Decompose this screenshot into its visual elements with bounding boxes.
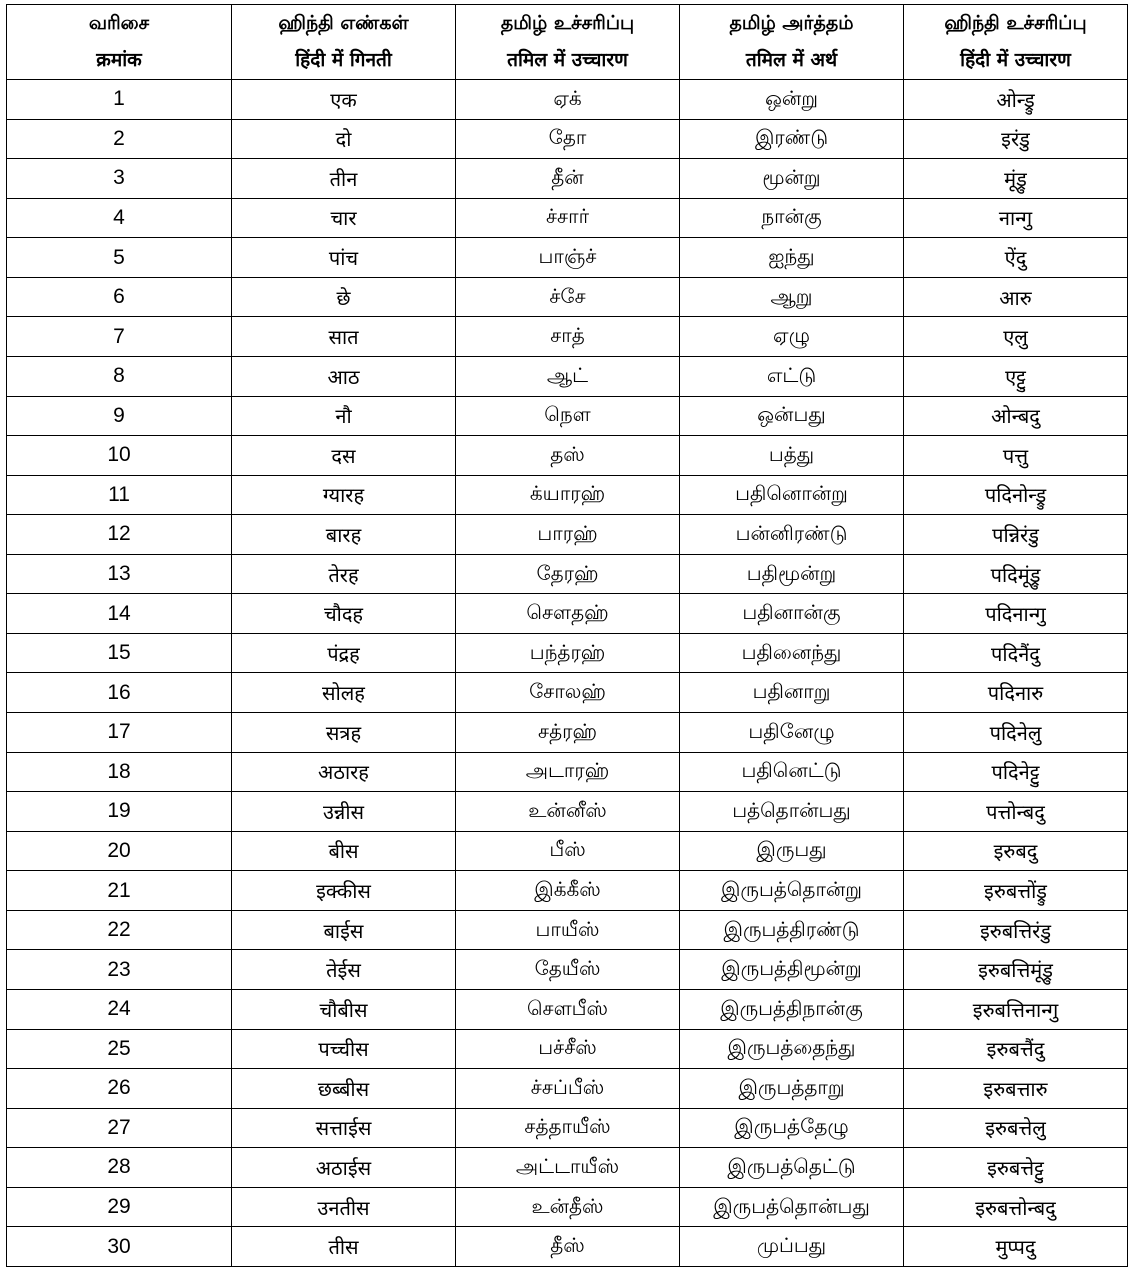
table-row: [7, 950, 1128, 990]
hindi-pronunciation-cell: पत्तोन्बदु: [904, 792, 1128, 832]
hindi-pronunciation-cell: पदिनोन्ड्रु: [904, 475, 1128, 515]
tamil-meaning-cell: பதினேழு: [680, 713, 904, 753]
hindi-pronunciation-cell: मूंड्रु: [904, 159, 1128, 199]
hindi-number-cell: तीन: [232, 159, 456, 199]
tamil-pronunciation-cell: தேரஹ்: [456, 554, 680, 594]
hindi-number-cell: अठारह: [232, 752, 456, 792]
serial-cell: 21: [7, 871, 232, 911]
serial-cell: 2: [7, 119, 232, 159]
tamil-pronunciation-cell: பந்த்ரஹ்: [456, 633, 680, 673]
hindi-pronunciation-cell: ऐंदु: [904, 238, 1128, 278]
serial-cell: 19: [7, 792, 232, 832]
tamil-pronunciation-cell: பீஸ்: [456, 831, 680, 871]
hindi-pronunciation-cell: ओन्बदु: [904, 396, 1128, 436]
hindi-number-cell: बाईस: [232, 910, 456, 950]
table-row: [7, 238, 1128, 278]
header-serial: வரிசை क्रमांक: [7, 5, 232, 80]
tamil-meaning-cell: இருபத்திமூன்று: [680, 950, 904, 990]
table-row: [7, 396, 1128, 436]
hindi-number-cell: चार: [232, 198, 456, 238]
tamil-pronunciation-cell: தேயீஸ்: [456, 950, 680, 990]
serial-cell: 30: [7, 1227, 232, 1267]
tamil-meaning-cell: இருபத்தெட்டு: [680, 1148, 904, 1188]
serial-cell: 17: [7, 713, 232, 753]
serial-cell: 10: [7, 436, 232, 476]
serial-cell: 24: [7, 989, 232, 1029]
hindi-pronunciation-cell: इरुबत्तिरंडु: [904, 910, 1128, 950]
hindi-number-cell: छब्बीस: [232, 1069, 456, 1109]
tamil-pronunciation-cell: ச்சார்: [456, 198, 680, 238]
serial-cell: 6: [7, 277, 232, 317]
tamil-meaning-cell: ஆறு: [680, 277, 904, 317]
serial-cell: 5: [7, 238, 232, 278]
serial-cell: 20: [7, 831, 232, 871]
serial-cell: 23: [7, 950, 232, 990]
table-row: [7, 80, 1128, 120]
serial-cell: 28: [7, 1148, 232, 1188]
tamil-meaning-cell: பதினான்கு: [680, 594, 904, 634]
table-header: [7, 5, 1128, 80]
hindi-number-cell: तेईस: [232, 950, 456, 990]
table-row: [7, 910, 1128, 950]
hindi-number-cell: एक: [232, 80, 456, 120]
hindi-number-cell: सत्ताईस: [232, 1108, 456, 1148]
table-row: [7, 594, 1128, 634]
hindi-pronunciation-cell: ओन्ड्रु: [904, 80, 1128, 120]
hindi-pronunciation-cell: नान्गु: [904, 198, 1128, 238]
tamil-pronunciation-cell: க்யாரஹ்: [456, 475, 680, 515]
hindi-pronunciation-cell: एट्टु: [904, 356, 1128, 396]
hindi-number-cell: सत्रह: [232, 713, 456, 753]
hindi-pronunciation-cell: पदिनेट्टु: [904, 752, 1128, 792]
header-tamil-pronunciation: தமிழ் உச்சரிப்பு तमिल में उच्चारण: [456, 5, 680, 80]
tamil-pronunciation-cell: பாயீஸ்: [456, 910, 680, 950]
tamil-meaning-cell: பதினைந்து: [680, 633, 904, 673]
serial-cell: 27: [7, 1108, 232, 1148]
hindi-number-cell: बारह: [232, 515, 456, 555]
hindi-number-cell: उन्नीस: [232, 792, 456, 832]
tamil-pronunciation-cell: தோ: [456, 119, 680, 159]
tamil-pronunciation-cell: சாத்: [456, 317, 680, 357]
table-row: [7, 1187, 1128, 1227]
tamil-meaning-cell: பதிமூன்று: [680, 554, 904, 594]
tamil-pronunciation-cell: தீஸ்: [456, 1227, 680, 1267]
hindi-pronunciation-cell: पदिनान्गु: [904, 594, 1128, 634]
hindi-number-cell: दो: [232, 119, 456, 159]
table-body: [7, 80, 1128, 1267]
table-row: [7, 1069, 1128, 1109]
table-row: [7, 515, 1128, 555]
hindi-number-cell: इक्कीस: [232, 871, 456, 911]
hindi-number-cell: बीस: [232, 831, 456, 871]
serial-cell: 15: [7, 633, 232, 673]
tamil-meaning-cell: ஒன்பது: [680, 396, 904, 436]
tamil-meaning-cell: இருபத்தைந்து: [680, 1029, 904, 1069]
hindi-number-cell: दस: [232, 436, 456, 476]
tamil-meaning-cell: பதினொன்று: [680, 475, 904, 515]
tamil-pronunciation-cell: சௌதஹ்: [456, 594, 680, 634]
hindi-number-cell: चौदह: [232, 594, 456, 634]
serial-cell: 4: [7, 198, 232, 238]
hindi-pronunciation-cell: एलु: [904, 317, 1128, 357]
hindi-number-cell: सोलह: [232, 673, 456, 713]
tamil-meaning-cell: இருபத்திரண்டு: [680, 910, 904, 950]
serial-cell: 22: [7, 910, 232, 950]
number-translation-table: [6, 4, 1128, 1267]
hindi-pronunciation-cell: पदिनैंदु: [904, 633, 1128, 673]
serial-cell: 25: [7, 1029, 232, 1069]
hindi-pronunciation-cell: मुप्पदु: [904, 1227, 1128, 1267]
table-row: [7, 277, 1128, 317]
hindi-pronunciation-cell: पत्तु: [904, 436, 1128, 476]
table-row: [7, 752, 1128, 792]
tamil-pronunciation-cell: சோலஹ்: [456, 673, 680, 713]
tamil-pronunciation-cell: ஆட்: [456, 356, 680, 396]
serial-cell: 14: [7, 594, 232, 634]
tamil-meaning-cell: பதினாறு: [680, 673, 904, 713]
hindi-pronunciation-cell: पन्निरंडु: [904, 515, 1128, 555]
hindi-pronunciation-cell: पदिनेलु: [904, 713, 1128, 753]
tamil-pronunciation-cell: சத்ரஹ்: [456, 713, 680, 753]
tamil-meaning-cell: பதினெட்டு: [680, 752, 904, 792]
table-row: [7, 1108, 1128, 1148]
tamil-pronunciation-cell: தீன்: [456, 159, 680, 199]
tamil-meaning-cell: மூன்று: [680, 159, 904, 199]
tamil-pronunciation-cell: உன்னீஸ்: [456, 792, 680, 832]
hindi-pronunciation-cell: आरु: [904, 277, 1128, 317]
tamil-pronunciation-cell: அட்டாயீஸ்: [456, 1148, 680, 1188]
tamil-meaning-cell: பத்தொன்பது: [680, 792, 904, 832]
hindi-pronunciation-cell: इरुबत्तारु: [904, 1069, 1128, 1109]
hindi-number-cell: छे: [232, 277, 456, 317]
serial-cell: 12: [7, 515, 232, 555]
hindi-pronunciation-cell: इरुबत्तिनान्गु: [904, 989, 1128, 1029]
hindi-pronunciation-cell: इरुबत्तोंड्रु: [904, 871, 1128, 911]
hindi-number-cell: पांच: [232, 238, 456, 278]
header-hindi-numbers: ஹிந்தி எண்கள் हिंदी में गिनती: [232, 5, 456, 80]
tamil-meaning-cell: இருபத்தேழு: [680, 1108, 904, 1148]
tamil-pronunciation-cell: ஏக்: [456, 80, 680, 120]
table-row: [7, 436, 1128, 476]
table-row: [7, 713, 1128, 753]
hindi-pronunciation-cell: इरुबदु: [904, 831, 1128, 871]
serial-cell: 18: [7, 752, 232, 792]
hindi-pronunciation-cell: इरुबत्तोन्बदु: [904, 1187, 1128, 1227]
table-row: [7, 831, 1128, 871]
tamil-pronunciation-cell: சௌபீஸ்: [456, 989, 680, 1029]
tamil-pronunciation-cell: பாஞ்ச்: [456, 238, 680, 278]
hindi-pronunciation-cell: इरुबत्तिमूंड्रु: [904, 950, 1128, 990]
hindi-pronunciation-cell: पदिमूंड्रु: [904, 554, 1128, 594]
table-row: [7, 1029, 1128, 1069]
tamil-meaning-cell: ஒன்று: [680, 80, 904, 120]
serial-cell: 8: [7, 356, 232, 396]
serial-cell: 11: [7, 475, 232, 515]
table-row: [7, 159, 1128, 199]
hindi-pronunciation-cell: इरंडु: [904, 119, 1128, 159]
tamil-pronunciation-cell: இக்கீஸ்: [456, 871, 680, 911]
table-row: [7, 1227, 1128, 1267]
hindi-pronunciation-cell: इरुबत्तेट्टु: [904, 1148, 1128, 1188]
hindi-number-cell: अठाईस: [232, 1148, 456, 1188]
tamil-pronunciation-cell: பச்சீஸ்: [456, 1029, 680, 1069]
tamil-meaning-cell: பன்னிரண்டு: [680, 515, 904, 555]
table-row: [7, 356, 1128, 396]
tamil-meaning-cell: பத்து: [680, 436, 904, 476]
serial-cell: 16: [7, 673, 232, 713]
table-row: [7, 633, 1128, 673]
table-row: [7, 989, 1128, 1029]
tamil-pronunciation-cell: தஸ்: [456, 436, 680, 476]
hindi-number-cell: पंद्रह: [232, 633, 456, 673]
hindi-number-cell: तेरह: [232, 554, 456, 594]
header-hindi-pronunciation: ஹிந்தி உச்சரிப்பு हिंदी में उच्चारण: [904, 5, 1128, 80]
table-row: [7, 871, 1128, 911]
table-row: [7, 673, 1128, 713]
table-row: [7, 792, 1128, 832]
table-row: [7, 554, 1128, 594]
tamil-pronunciation-cell: பாரஹ்: [456, 515, 680, 555]
serial-cell: 26: [7, 1069, 232, 1109]
table-row: [7, 198, 1128, 238]
hindi-number-cell: सात: [232, 317, 456, 357]
hindi-number-cell: उनतीस: [232, 1187, 456, 1227]
tamil-pronunciation-cell: ச்சே: [456, 277, 680, 317]
tamil-meaning-cell: இருபத்தாறு: [680, 1069, 904, 1109]
tamil-meaning-cell: இருபத்தொன்பது: [680, 1187, 904, 1227]
hindi-number-cell: चौबीस: [232, 989, 456, 1029]
tamil-meaning-cell: ஐந்து: [680, 238, 904, 278]
tamil-meaning-cell: நான்கு: [680, 198, 904, 238]
tamil-meaning-cell: இருபத்திநான்கு: [680, 989, 904, 1029]
header-tamil-meaning: தமிழ் அர்த்தம் तमिल में अर्थ: [680, 5, 904, 80]
table-row: [7, 119, 1128, 159]
serial-cell: 3: [7, 159, 232, 199]
hindi-number-cell: ग्यारह: [232, 475, 456, 515]
hindi-pronunciation-cell: पदिनारु: [904, 673, 1128, 713]
tamil-pronunciation-cell: உன்தீஸ்: [456, 1187, 680, 1227]
serial-cell: 9: [7, 396, 232, 436]
hindi-pronunciation-cell: इरुबत्तेलु: [904, 1108, 1128, 1148]
tamil-pronunciation-cell: சத்தாயீஸ்: [456, 1108, 680, 1148]
table-row: [7, 475, 1128, 515]
tamil-pronunciation-cell: நௌ: [456, 396, 680, 436]
hindi-number-cell: आठ: [232, 356, 456, 396]
serial-cell: 7: [7, 317, 232, 357]
tamil-meaning-cell: எட்டு: [680, 356, 904, 396]
header-row: [7, 5, 1128, 80]
tamil-meaning-cell: இருபது: [680, 831, 904, 871]
serial-cell: 13: [7, 554, 232, 594]
hindi-number-cell: नौ: [232, 396, 456, 436]
table-row: [7, 317, 1128, 357]
serial-cell: 1: [7, 80, 232, 120]
hindi-number-cell: तीस: [232, 1227, 456, 1267]
hindi-pronunciation-cell: इरुबत्तैंदु: [904, 1029, 1128, 1069]
tamil-meaning-cell: இரண்டு: [680, 119, 904, 159]
serial-cell: 29: [7, 1187, 232, 1227]
tamil-meaning-cell: ஏழு: [680, 317, 904, 357]
tamil-meaning-cell: இருபத்தொன்று: [680, 871, 904, 911]
tamil-meaning-cell: முப்பது: [680, 1227, 904, 1267]
hindi-number-cell: पच्चीस: [232, 1029, 456, 1069]
tamil-pronunciation-cell: ச்சப்பீஸ்: [456, 1069, 680, 1109]
tamil-pronunciation-cell: அடாரஹ்: [456, 752, 680, 792]
table-row: [7, 1148, 1128, 1188]
